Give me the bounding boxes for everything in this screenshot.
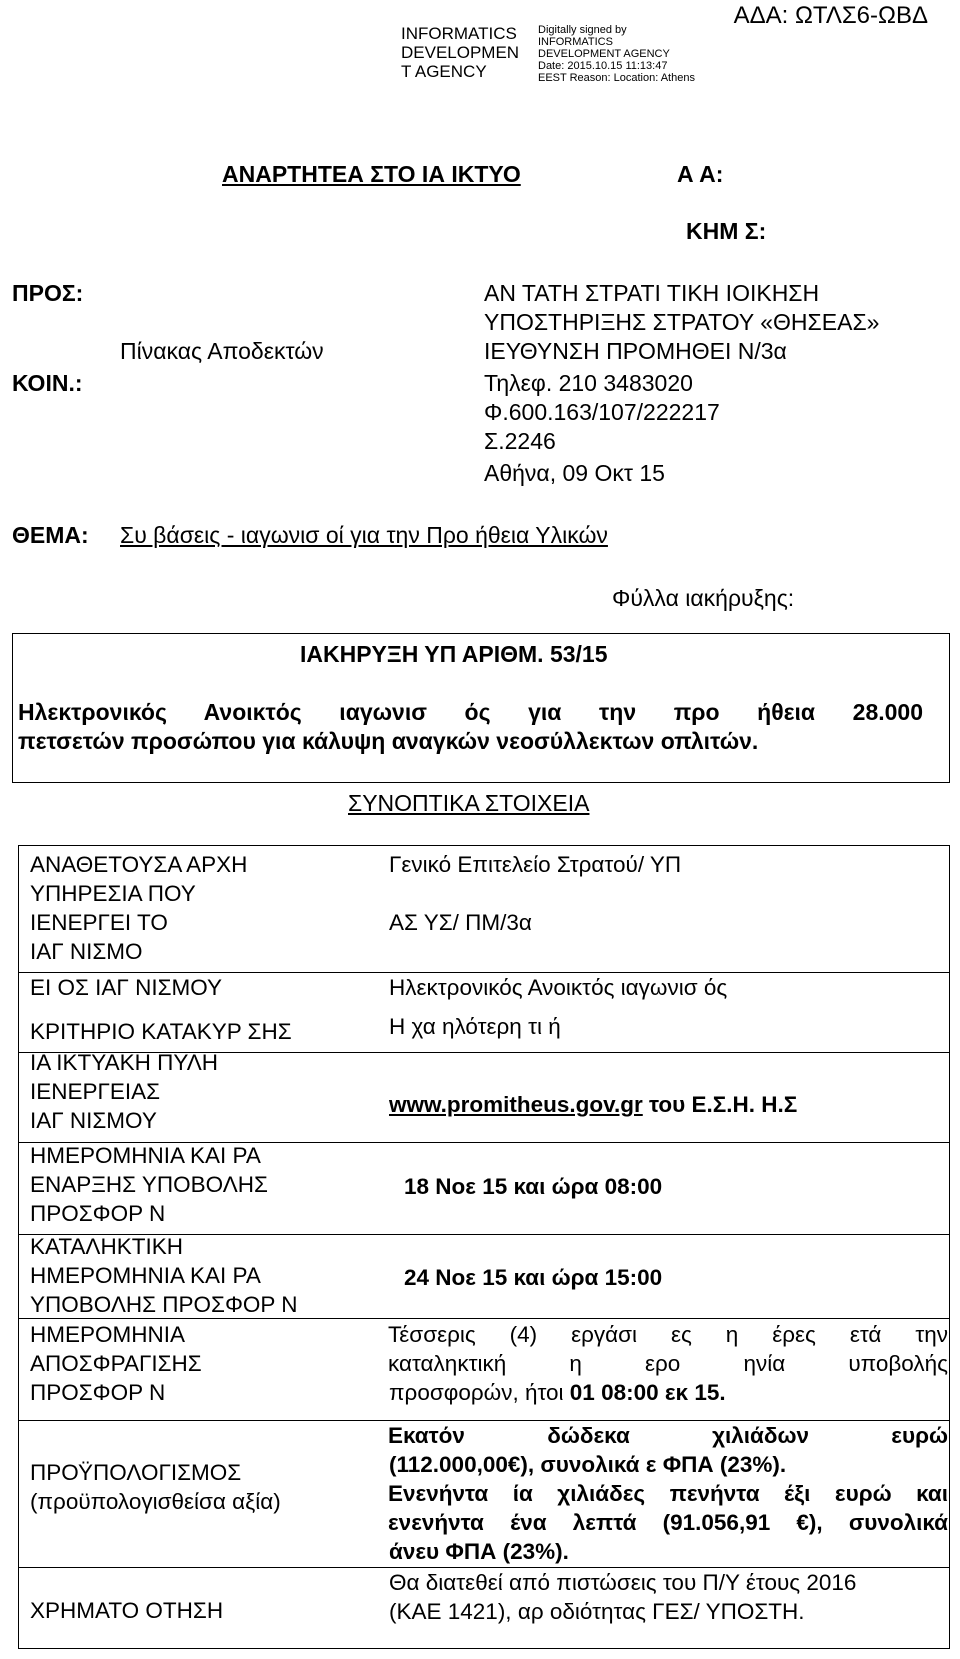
service-label: ΥΠΗΡΕΣΙΑ ΠΟΥ <box>30 881 196 906</box>
funding-line: Θα διατεθεί από πιστώσεις του Π/Υ έτους 2016 <box>389 1570 857 1595</box>
portal-label: ΙΑΓ ΝΙΣΜΟΥ <box>30 1108 157 1133</box>
sender-line: Αθήνα, 09 Οκτ 15 <box>484 460 665 486</box>
to-recipients: Πίνακας Αποδεκτών <box>120 338 324 364</box>
authority-label: ΑΝΑΘΕΤΟΥΣΑ ΑΡΧΗ <box>30 852 248 877</box>
deadline-value: 24 Νοε 15 και ώρα 15:00 <box>404 1265 663 1290</box>
signature-details: Digitally signed by INFORMATICS DEVELOPMENT AGENCY Date: 2015.10.15 11:13:47 EEST Reason: Location: Athens <box>538 24 695 84</box>
budget-label: (προϋπολογισθείσα αξία) <box>30 1489 281 1514</box>
start-label: ΠΡΟΣΦΟΡ Ν <box>30 1201 166 1226</box>
start-value: 18 Νοε 15 και ώρα 08:00 <box>404 1174 663 1199</box>
sender-line: Τηλεφ. 210 3483020 <box>484 370 693 396</box>
subject-label: ΘΕΜΑ: <box>12 522 89 548</box>
budget-line: Ενενήντα ία χιλιάδες πενήντα έξι ευρώ και <box>388 1481 948 1506</box>
subject-text: Συ βάσεις - ιαγωνισ οί για την Προ ήθεια Υλικών <box>120 522 608 548</box>
declaration-line: πετσετών προσώπου για κάλυψη αναγκών νεοσύλλεκτων οπλιτών. <box>18 728 759 754</box>
opening-label: ΑΠΟΣΦΡΑΓΙΣΗΣ <box>30 1351 202 1376</box>
declaration-line: Ηλεκτρονικός Ανοικτός ιαγωνισ ός για την προ ήθεια 28.000 <box>18 699 923 725</box>
criterion-value: Η χα ηλότερη τι ή <box>389 1014 561 1039</box>
funding-label: ΧΡΗΜΑΤΟ ΟΤΗΣΗ <box>30 1598 224 1623</box>
cc-label: ΚΟΙΝ.: <box>12 370 83 396</box>
portal-value <box>389 1090 797 1121</box>
deadline-label: ΥΠΟΒΟΛΗΣ ΠΡΟΣΦΟΡ Ν <box>30 1292 298 1317</box>
opening-line3-prefix: προσφορών, ήτοι <box>389 1380 570 1405</box>
sheet-label: Φύλλα ιακήρυξης: <box>612 585 795 611</box>
opening-label: ΗΜΕΡΟΜΗΝΙΑ <box>30 1322 186 1347</box>
budget-line: Εκατόν δώδεκα χιλιάδων ευρώ <box>388 1423 948 1448</box>
portal-label: ΙΕΝΕΡΓΕΙΑΣ <box>30 1079 161 1104</box>
portal-label: ΙΑ ΙΚΤΥΑΚΗ ΠΥΛΗ <box>30 1050 218 1075</box>
authority-value: Γενικό Επιτελείο Στρατού/ ΥΠ <box>389 852 682 877</box>
opening-line: καταληκτική η ερο ηνία υποβολής <box>388 1351 948 1376</box>
portal-link[interactable]: www.promitheus.gov.gr <box>389 1092 643 1117</box>
start-label: ΗΜΕΡΟΜΗΝΙΑ ΚΑΙ ΡΑ <box>30 1143 261 1168</box>
budget-line: (112.000,00€), συνολικά ε ΦΠΑ (23%). <box>389 1452 787 1477</box>
sender-line: ΥΠΟΣΤΗΡΙΞΗΣ ΣΤΡΑΤΟΥ «ΘΗΣΕΑΣ» <box>484 309 880 335</box>
kim-label: ΚΗΜ Σ: <box>686 218 767 244</box>
summary-title: ΣΥΝΟΠΤΙΚΑ ΣΤΟΙΧΕΙΑ <box>348 790 590 816</box>
criterion-label: ΚΡΙΤΗΡΙΟ ΚΑΤΑΚΥΡ ΣΗΣ <box>30 1019 292 1044</box>
budget-line: ενενήντα ένα λεπτά (91.056,91 €), συνολικά <box>388 1510 948 1535</box>
to-label: ΠΡΟΣ: <box>12 280 84 306</box>
ad-label: Α Α: <box>677 161 724 187</box>
opening-label: ΠΡΟΣΦΟΡ Ν <box>30 1380 166 1405</box>
opening-date: 01 08:00 εκ 15. <box>569 1380 726 1405</box>
deadline-label: ΗΜΕΡΟΜΗΝΙΑ ΚΑΙ ΡΑ <box>30 1263 261 1288</box>
signature-organization: INFORMATICS DEVELOPMEN T AGENCY <box>401 24 520 81</box>
type-label: ΕΙ ΟΣ ΙΑΓ ΝΙΣΜΟΥ <box>30 975 223 1000</box>
publish-note: ΑΝΑΡΤΗΤΕΑ ΣΤΟ ΙΑ ΙΚΤΥΟ <box>222 161 521 187</box>
sender-line: Φ.600.163/107/222217 <box>484 399 720 425</box>
service-value: ΑΣ ΥΣ/ ΠΜ/3α <box>389 910 532 935</box>
budget-label: ΠΡΟΫΠΟΛΟΓΙΣΜΟΣ <box>30 1460 242 1485</box>
funding-line: (ΚΑΕ 1421), αρ οδιότητας ΓΕΣ/ ΥΠΟΣΤΗ. <box>389 1599 805 1624</box>
opening-line: Τέσσερις (4) εργάσι ες η έρες ετά την <box>388 1322 948 1347</box>
sender-line: ΙΕΥΘΥΝΣΗ ΠΡΟΜΗΘΕΙ Ν/3α <box>484 338 787 364</box>
type-value: Ηλεκτρονικός Ανοικτός ιαγωνισ ός <box>389 975 728 1000</box>
declaration-title: ΙΑΚΗΡΥΞΗ ΥΠ ΑΡΙΘΜ. 53/15 <box>300 641 608 667</box>
opening-line <box>389 1378 726 1409</box>
sender-line: ΑΝ ΤΑΤΗ ΣΤΡΑΤΙ ΤΙΚΗ ΙΟΙΚΗΣΗ <box>484 280 820 306</box>
service-label: ΙΑΓ ΝΙΣΜΟ <box>30 939 143 964</box>
budget-line: άνευ ΦΠΑ (23%). <box>389 1539 569 1564</box>
portal-suffix: του Ε.Σ.Η. Η.Σ <box>642 1092 798 1117</box>
start-label: ΕΝΑΡΞΗΣ ΥΠΟΒΟΛΗΣ <box>30 1172 268 1197</box>
sender-line: Σ.2246 <box>484 428 556 454</box>
deadline-label: ΚΑΤΑΛΗΚΤΙΚΗ <box>30 1234 183 1259</box>
service-label: ΙΕΝΕΡΓΕΙ ΤΟ <box>30 910 168 935</box>
ada-code: ΑΔΑ: ΩΤΛΣ6-ΩΒΔ <box>733 2 928 29</box>
